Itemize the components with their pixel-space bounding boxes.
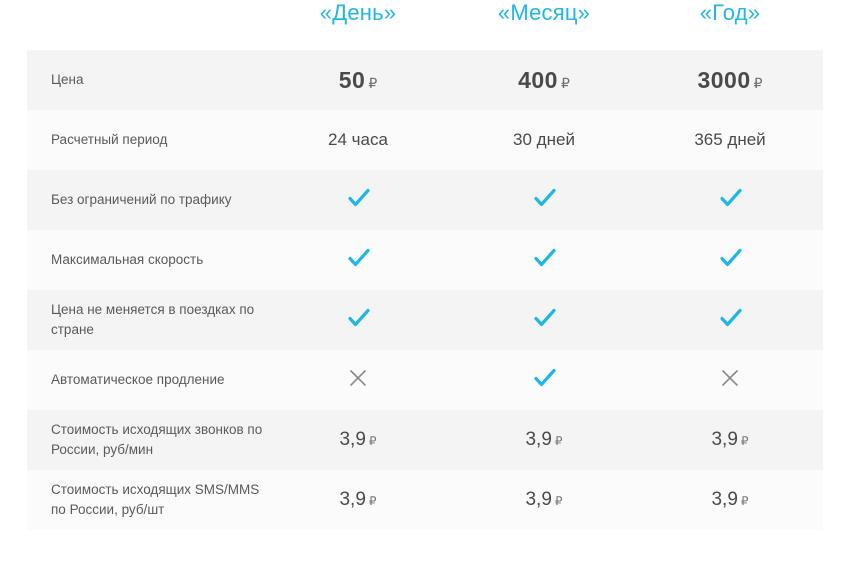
cell-value bbox=[637, 110, 823, 170]
feature-label: Стоимость исходящих SMS/MMS по России, руб/шт bbox=[27, 470, 265, 530]
currency-symbol: ₽ bbox=[368, 494, 377, 508]
cell-value bbox=[637, 350, 823, 410]
feature-label: Цена bbox=[27, 50, 265, 110]
plan-header-year bbox=[637, 0, 823, 50]
feature-label: Расчетный период bbox=[27, 110, 265, 170]
cell-value bbox=[265, 170, 451, 230]
cell-value bbox=[637, 170, 823, 230]
feature-label: Цена не меняется в поездках по стране bbox=[27, 290, 265, 350]
close-icon bbox=[721, 369, 739, 387]
check-icon bbox=[720, 188, 740, 208]
table-row bbox=[27, 350, 823, 410]
check-icon bbox=[348, 248, 368, 268]
table-row bbox=[27, 290, 823, 350]
currency-symbol: ₽ bbox=[740, 494, 749, 508]
table-row bbox=[27, 110, 823, 170]
plan-title: «Месяц» bbox=[497, 0, 591, 25]
feature-label: Стоимость исходящих звонков по России, руб/мин bbox=[27, 410, 265, 470]
cell-value bbox=[451, 350, 637, 410]
currency-symbol: ₽ bbox=[554, 434, 563, 448]
rate-amount: 3,9 bbox=[339, 489, 366, 510]
pricing-table bbox=[27, 0, 823, 530]
rate-amount: 3,9 bbox=[711, 489, 738, 510]
cell-value bbox=[265, 290, 451, 350]
cell-value bbox=[451, 230, 637, 290]
check-icon bbox=[720, 308, 740, 328]
currency-symbol: ₽ bbox=[753, 74, 763, 91]
plan-header-month bbox=[451, 0, 637, 50]
cell-value bbox=[637, 290, 823, 350]
cell-value bbox=[451, 470, 637, 530]
cell-value bbox=[265, 470, 451, 530]
currency-symbol: ₽ bbox=[368, 74, 378, 91]
cell-value bbox=[637, 410, 823, 470]
feature-label: Автоматическое продление bbox=[27, 350, 265, 410]
currency-symbol: ₽ bbox=[554, 494, 563, 508]
cell-value bbox=[451, 410, 637, 470]
check-icon bbox=[534, 368, 554, 388]
period-value: 30 дней bbox=[513, 130, 575, 149]
rate-amount: 3,9 bbox=[525, 429, 552, 450]
table-body bbox=[27, 50, 823, 530]
cell-value bbox=[451, 170, 637, 230]
rate-amount: 3,9 bbox=[525, 489, 552, 510]
check-icon bbox=[534, 188, 554, 208]
table-row bbox=[27, 410, 823, 470]
feature-label: Максимальная скорость bbox=[27, 230, 265, 290]
rate-amount: 3,9 bbox=[711, 429, 738, 450]
price-amount: 3000 bbox=[697, 66, 751, 93]
table-header bbox=[27, 0, 823, 50]
check-icon bbox=[534, 248, 554, 268]
cell-value bbox=[265, 50, 451, 110]
feature-label: Без ограничений по трафику bbox=[27, 170, 265, 230]
cell-value bbox=[265, 110, 451, 170]
cell-value bbox=[265, 230, 451, 290]
currency-symbol: ₽ bbox=[368, 434, 377, 448]
currency-symbol: ₽ bbox=[560, 74, 570, 91]
cell-value bbox=[451, 290, 637, 350]
cell-value bbox=[637, 470, 823, 530]
currency-symbol: ₽ bbox=[740, 434, 749, 448]
table-row bbox=[27, 470, 823, 530]
cell-value bbox=[637, 50, 823, 110]
period-value: 24 часа bbox=[328, 130, 388, 149]
plan-title: «День» bbox=[319, 0, 397, 25]
cell-value bbox=[637, 230, 823, 290]
cell-value bbox=[265, 410, 451, 470]
cell-value bbox=[265, 350, 451, 410]
plan-header-day bbox=[265, 0, 451, 50]
period-value: 365 дней bbox=[694, 130, 766, 149]
price-amount: 50 bbox=[338, 66, 366, 93]
table-row bbox=[27, 170, 823, 230]
cell-value bbox=[451, 110, 637, 170]
table-row bbox=[27, 230, 823, 290]
cell-value bbox=[451, 50, 637, 110]
check-icon bbox=[720, 248, 740, 268]
feature-column-header bbox=[27, 0, 265, 50]
rate-amount: 3,9 bbox=[339, 429, 366, 450]
plan-title: «Год» bbox=[699, 0, 761, 25]
check-icon bbox=[348, 308, 368, 328]
price-amount: 400 bbox=[518, 66, 558, 93]
check-icon bbox=[534, 308, 554, 328]
check-icon bbox=[348, 188, 368, 208]
table-row bbox=[27, 50, 823, 110]
close-icon bbox=[349, 369, 367, 387]
